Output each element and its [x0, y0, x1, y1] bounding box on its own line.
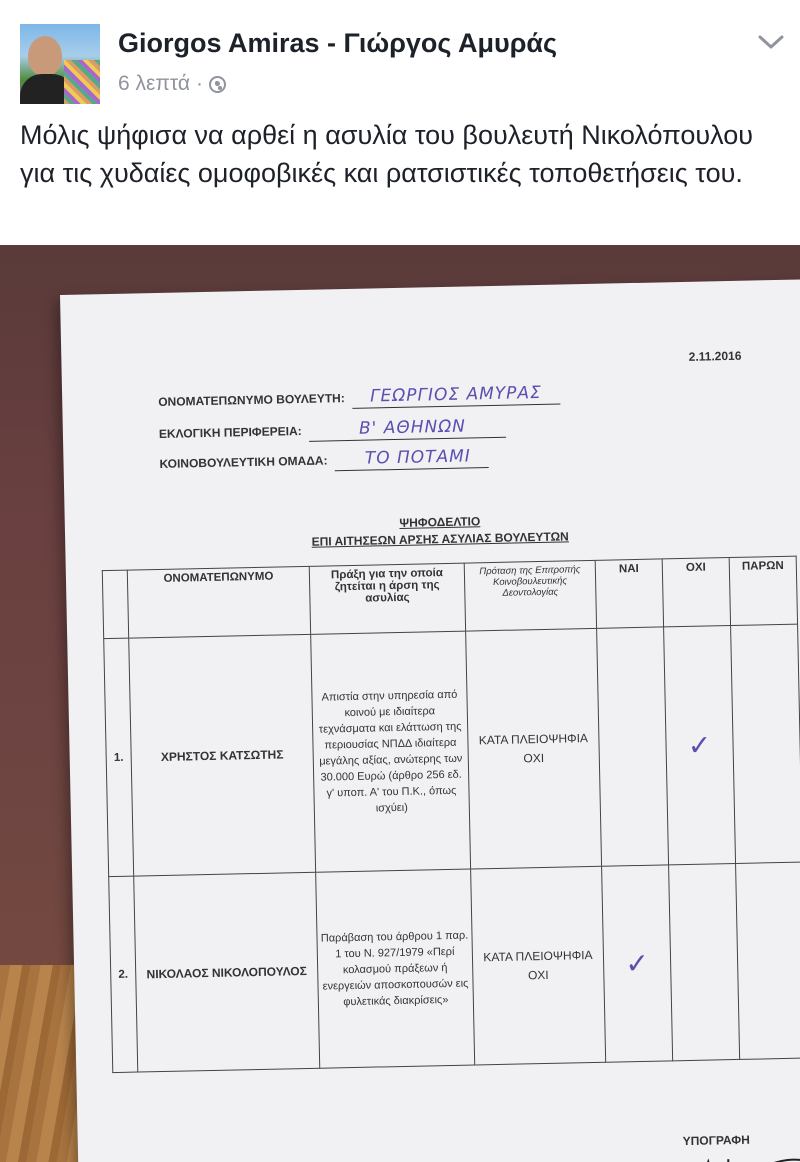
- vote-no-cell: [664, 626, 736, 865]
- row-proposal: ΚΑΤΑ ΠΛΕΙΟΨΗΦΙΑ ΟΧΙ: [466, 628, 602, 869]
- row-proposal: ΚΑΤΑ ΠΛΕΙΟΨΗΦΙΑ ΟΧΙ: [471, 866, 606, 1065]
- row-name: ΧΡΗΣΤΟΣ ΚΑΤΣΩΤΗΣ: [129, 634, 316, 876]
- vote-present-cell: [731, 624, 800, 863]
- post-text: Μόλις ψήφισα να αρθεί η ασυλία του βουλευτή Νικολόπουλου για τις χυδαίες ομοφοβικές και ρατσιστικές τοποθετήσεις του.: [20, 120, 754, 188]
- check-mark: ✓: [625, 946, 650, 981]
- field-constituency: [159, 416, 506, 445]
- table-row: [104, 624, 800, 876]
- row-number: 2.: [109, 876, 138, 1072]
- row-act: Απιστία στην υπηρεσία από κοινού με ιδιαίτερα τεχνάσματα και ελάττωση της περιουσίας ΝΠΔΔ ιδιαίτερα μεγάλης αξίας, ανώτερης των 30.000 Ευρώ (άρθρο 256 εδ. γ' υποπ. Α' του Π.Κ., όπως ισχύει): [311, 631, 471, 872]
- header-proposal: Πρόταση της Επιτροπής Κοινοβουλευτικής Δεοντολογίας: [464, 560, 596, 631]
- ballot-table: [102, 556, 800, 1073]
- row-number: 1.: [104, 638, 134, 876]
- vote-yes-cell: [602, 865, 673, 1062]
- row-name: ΝΙΚΟΛΑΟΣ ΝΙΚΟΛΟΠΟΥΛΟΣ: [134, 872, 320, 1072]
- header-name: ΟΝΟΜΑΤΕΠΩΝΥΜΟ: [127, 566, 310, 638]
- field-value: Β' ΑΘΗΝΩΝ: [309, 416, 506, 442]
- header-act: Πράξη για την οποία ζητείται η άρση της ασυλίας: [309, 563, 465, 634]
- ballot-subtitle: ΕΠΙ ΑΙΤΗΣΕΩΝ ΑΡΣΗΣ ΑΣΥΛΙΑΣ ΒΟΥΛΕΥΤΩΝ: [311, 529, 569, 549]
- author-name[interactable]: Giorgos Amiras - Γιώργος Αμυράς: [118, 28, 558, 58]
- header-number: [102, 570, 128, 639]
- signature-label: ΥΠΟΓΡΑΦΗ: [682, 1132, 750, 1149]
- field-mp-name: [158, 383, 560, 413]
- avatar-background: [64, 60, 100, 104]
- vote-yes-cell: [597, 627, 669, 866]
- post-time[interactable]: 6 λεπτά: [118, 72, 191, 95]
- post-header: [0, 0, 800, 245]
- ballot-title: ΨΗΦΟΔΕΛΤΙΟ: [399, 514, 481, 530]
- ballot-paper: [60, 279, 800, 1162]
- meta-separator: ·: [196, 72, 204, 95]
- row-act: Παράβαση του άρθρου 1 παρ. 1 του Ν. 927/1979 «Περί κολασμού πράξεων ή ενεργειών αποσκοπουσών εις φυλετικάς διακρίσεις»: [316, 869, 475, 1068]
- header-no: ΟΧΙ: [662, 558, 730, 627]
- field-value: ΓΕΩΡΓΙΟΣ ΑΜΥΡΑΣ: [352, 383, 560, 409]
- signature-mark: [678, 1149, 800, 1162]
- document-date: 2.11.2016: [688, 348, 742, 364]
- table-row: [109, 862, 800, 1072]
- vote-no-cell: [669, 863, 740, 1060]
- field-label: ΚΟΙΝΟΒΟΥΛΕΥΤΙΚΗ ΟΜΑΔΑ:: [159, 453, 328, 471]
- header-present: ΠΑΡΩΝ: [729, 556, 797, 625]
- field-value: ΤΟ ΠΟΤΑΜΙ: [335, 446, 489, 471]
- vote-present-cell: [736, 862, 800, 1059]
- field-parliamentary-group: [159, 446, 489, 475]
- field-label: ΕΚΛΟΓΙΚΗ ΠΕΡΙΦΕΡΕΙΑ:: [158, 423, 302, 441]
- check-mark: ✓: [687, 728, 712, 762]
- field-label: ΟΝΟΜΑΤΕΠΩΝΥΜΟ ΒΟΥΛΕΥΤΗ:: [158, 391, 345, 409]
- globe-icon[interactable]: [209, 76, 226, 93]
- post-meta: [118, 72, 226, 96]
- avatar[interactable]: [20, 24, 100, 104]
- post-photo[interactable]: [0, 245, 800, 1162]
- header-yes: ΝΑΙ: [595, 559, 663, 628]
- chevron-down-icon[interactable]: [756, 32, 786, 52]
- avatar-head: [28, 36, 62, 76]
